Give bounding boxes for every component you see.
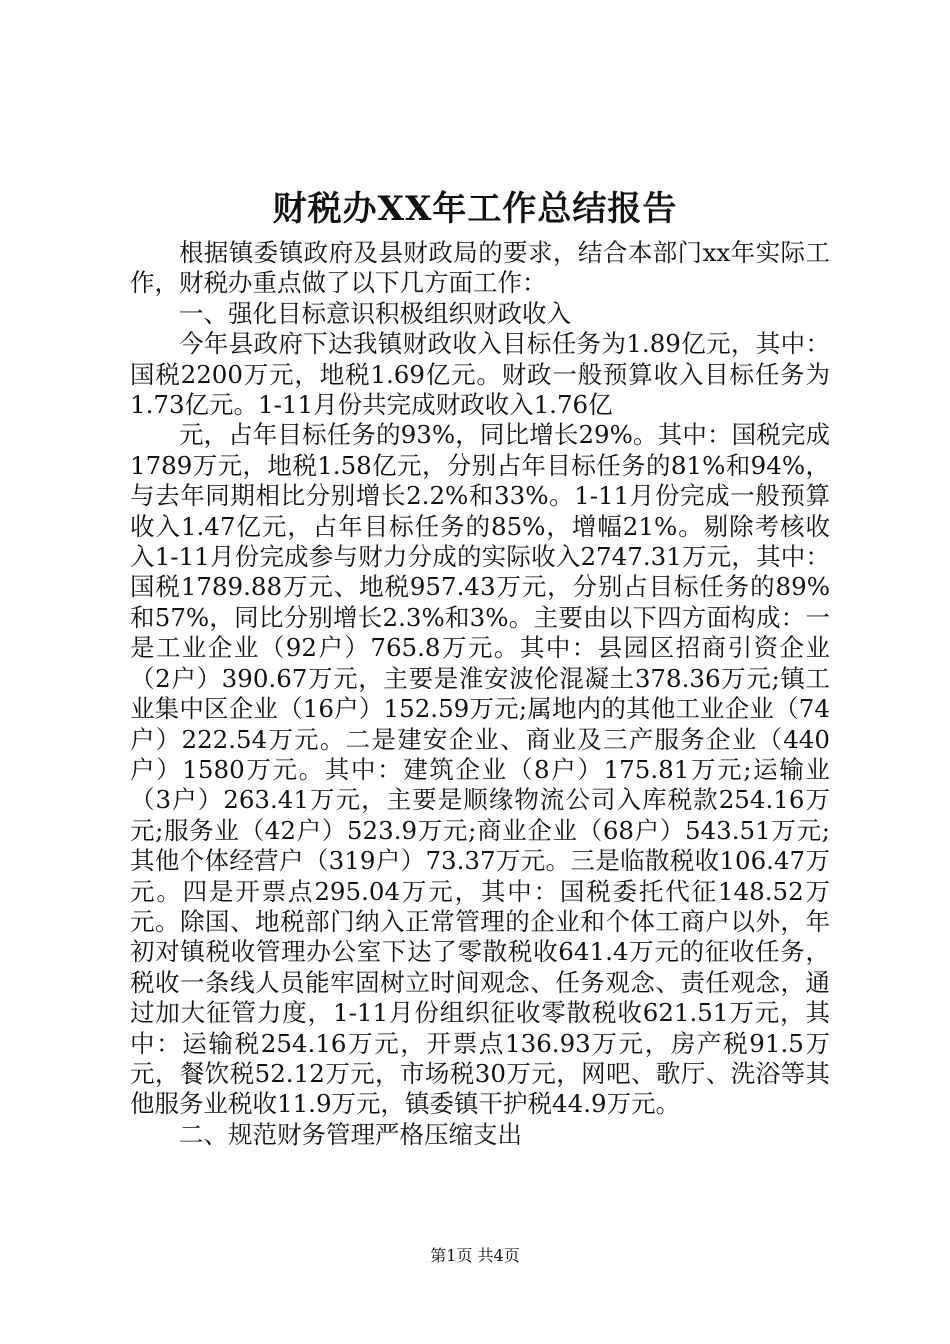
- paragraph-completion-details: 元，占年目标任务的93%，同比增长29%。其中：国税完成1789万元，地税1.58亿元，分别占年目标任务的81%和94%，与去年同期相比分别增长2.2%和33%。1-11月份完成一般预算收入1.47亿元，占年目标任务的85%，增幅21%。剔除考核收入1-11月份完成参与财力分成的实际收入2747.31万元，其中：国税1789.88万元、地税957.43万元，分别占目标任务的89%和57%，同比分别增长2.3%和3%。主要由以下四方面构成：一是工业企业（92户）765.8万元。其中：县园区招商引资企业（2户）390.67万元，主要是淮安波伦混凝土378.36万元;镇工业集中区企业（16户）152.59万元;属地内的其他工业企业（74户）222.54万元。二是建安企业、商业及三产服务企业（440户）1580万元。其中：建筑企业（8户）175.81万元;运输业（3户）263.41万元，主要是顺缘物流公司入库税款254.16万元;服务业（42户）523.9万元;商业企业（68户）543.51万元;其他个体经营户（319户）73.37万元。三是临散税收106.47万元。四是开票点295.04万元，其中：国税委托代征148.52万元。除国、地税部门纳入正常管理的企业和个体工商户以外，年初对镇税收管理办公室下达了零散税收641.4万元的征收任务，税收一条线人员能牢固树立时间观念、任务观念、责任观念，通过加大征管力度，1-11月份组织征收零散税收621.51万元，其中：运输税254.16万元，开票点136.93万元，房产税91.5万元，餐饮税52.12万元，市场税30万元，网吧、歌厅、洗浴等其他服务业税收11.9万元，镇委镇干护税44.9万元。: [130, 420, 830, 1119]
- document-body: [130, 238, 830, 1150]
- page-number-footer: 第1页 共4页: [430, 1246, 520, 1265]
- section-heading-2: 二、规范财务管理严格压缩支出: [179, 1119, 522, 1149]
- document-title: 财税办XX年工作总结报告: [272, 189, 678, 229]
- paragraph-intro: 根据镇委镇政府及县财政局的要求，结合本部门xx年实际工作，财税办重点做了以下几方面工作：: [130, 238, 830, 298]
- section-heading-1: 一、强化目标意识积极组织财政收入: [179, 298, 571, 328]
- paragraph-target-task: 今年县政府下达我镇财政收入目标任务为1.89亿元，其中：国税2200万元，地税1.69亿元。财政一般预算收入目标任务为1.73亿元。1-11月份共完成财政收入1.76亿: [130, 329, 830, 420]
